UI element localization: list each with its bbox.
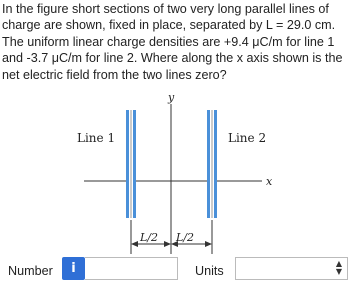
line-1-rod <box>126 110 136 218</box>
number-input[interactable] <box>85 257 178 280</box>
line-1-label: Line 1 <box>77 131 116 145</box>
line-2-rod <box>207 110 217 218</box>
chevron-up-down-icon: ▲ ▼ <box>335 259 342 276</box>
x-axis-label: x <box>266 175 273 188</box>
answer-row <box>0 254 350 288</box>
info-icon[interactable]: i <box>62 257 85 280</box>
question-text: In the figure short sections of two very long parallel lines of charge are shown, fixed in place, separated by L = 29.0 cm. The uniform linear charge densities are +9.4 μC/m for line 1 and -3.7 μC/m for line 2. Where along the x axis shown is the net electric field from the two lines zero? <box>2 2 343 82</box>
line-2-label: Line 2 <box>228 131 267 145</box>
half-separation-left-label: L/2 <box>140 231 159 244</box>
number-label: Number <box>8 264 53 278</box>
units-select[interactable] <box>235 257 348 280</box>
units-label: Units <box>195 264 224 278</box>
y-axis-label: y <box>168 91 175 104</box>
half-separation-right-label: L/2 <box>176 231 195 244</box>
